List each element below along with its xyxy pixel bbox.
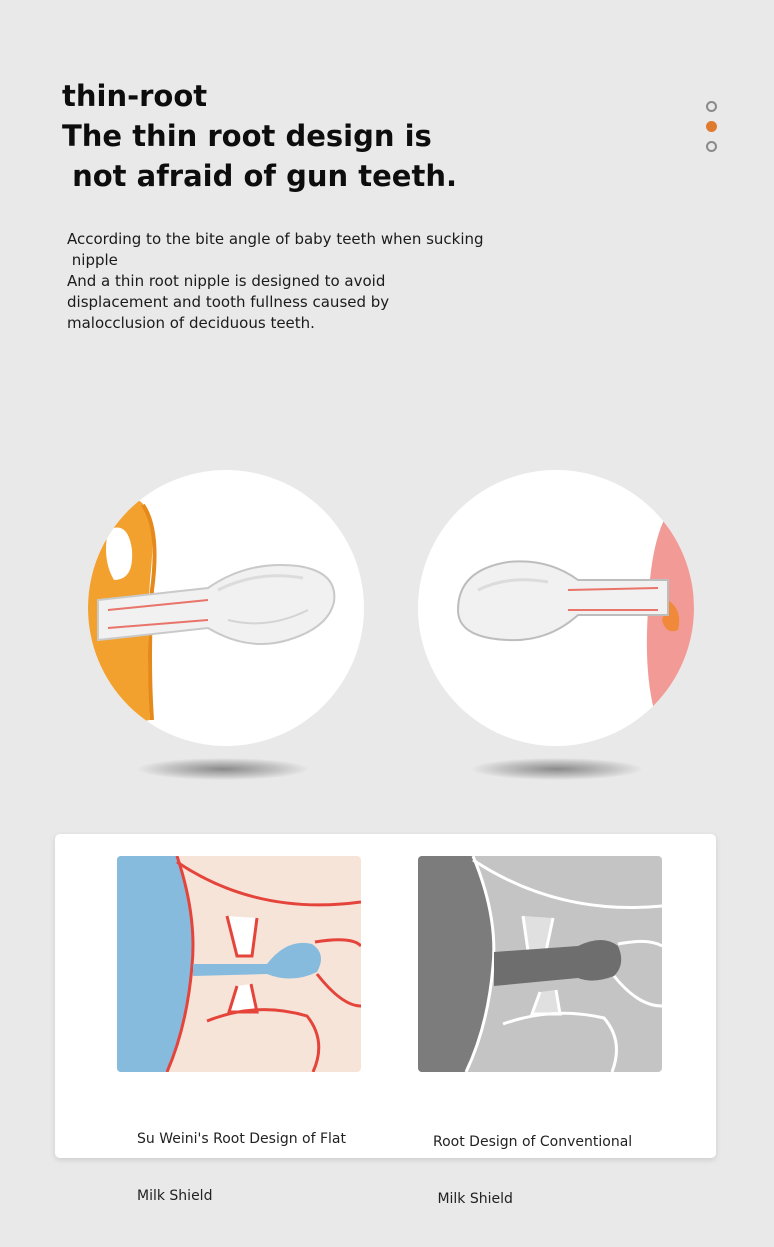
description-line-3: And a thin root nipple is designed to avoid xyxy=(67,272,386,290)
flat-root-caption-line-2: Milk Shield xyxy=(137,1188,213,1204)
page-indicator xyxy=(706,101,718,161)
page-dot-1[interactable] xyxy=(706,101,717,112)
page-dot-3[interactable] xyxy=(706,141,717,152)
conventional-root-diagram xyxy=(418,856,662,1072)
headline-line-2: The thin root design is xyxy=(62,119,432,153)
headline-line-1: thin-root xyxy=(62,79,208,113)
flat-root-caption-line-1: Su Weini's Root Design of Flat xyxy=(137,1131,347,1147)
page-dot-2-active[interactable] xyxy=(706,121,717,132)
headline-line-3: not afraid of gun teeth. xyxy=(62,159,457,193)
conventional-root-caption xyxy=(433,1095,632,1247)
comparison-card xyxy=(55,834,716,1207)
conventional-nipple-photo xyxy=(418,470,694,746)
flat-root-caption xyxy=(137,1092,346,1244)
conventional-root-caption-line-1: Root Design of Conventional xyxy=(433,1134,633,1150)
description-line-4: displacement and tooth fullness caused by xyxy=(67,293,390,311)
flat-root-diagram xyxy=(117,856,361,1072)
description-line-5: malocclusion of deciduous teeth. xyxy=(67,314,315,332)
thin-root-nipple-photo xyxy=(88,470,364,746)
headline xyxy=(62,76,457,196)
photo-shadow-left xyxy=(138,758,308,780)
conventional-root-caption-line-2: Milk Shield xyxy=(433,1191,513,1207)
description xyxy=(67,229,537,334)
description-line-1: According to the bite angle of baby teeth when sucking xyxy=(67,230,484,248)
description-line-2: nipple xyxy=(67,251,118,269)
photo-shadow-right xyxy=(472,758,642,780)
